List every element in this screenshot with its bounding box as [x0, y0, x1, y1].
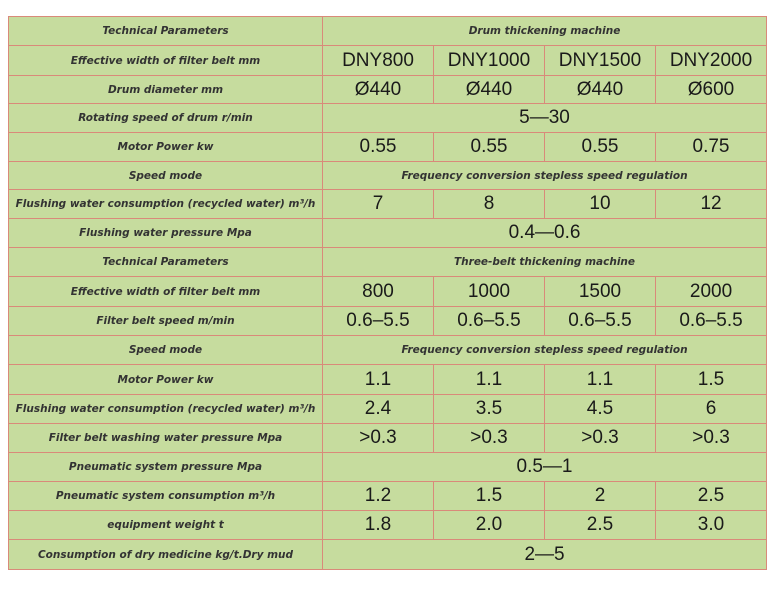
parameter-label: Filter belt speed m/min: [9, 307, 323, 336]
parameter-value: 800: [323, 277, 434, 307]
parameter-value: DNY1000: [434, 46, 545, 76]
parameter-value: 1.8: [323, 511, 434, 540]
parameter-value-range: 2—5: [323, 540, 767, 570]
table-row: [9, 453, 767, 482]
parameter-value: >0.3: [545, 424, 656, 453]
parameter-value: >0.3: [656, 424, 767, 453]
parameter-value: 0.6–5.5: [434, 307, 545, 336]
parameter-label: Filter belt washing water pressure Mpa: [9, 424, 323, 453]
section-header-label: Technical Parameters: [9, 17, 323, 46]
table-row: [9, 395, 767, 424]
table-row: [9, 219, 767, 248]
table-row: [9, 133, 767, 162]
parameter-value: Ø440: [434, 76, 545, 104]
parameter-value: 10: [545, 190, 656, 219]
parameter-value: 0.75: [656, 133, 767, 162]
parameter-value-range: 5—30: [323, 104, 767, 133]
section-header-row: [9, 248, 767, 277]
parameter-value: 2000: [656, 277, 767, 307]
parameter-label: Consumption of dry medicine kg/t.Dry mud: [9, 540, 323, 570]
parameter-value-text: Frequency conversion stepless speed regulation: [323, 336, 767, 365]
parameter-value: DNY2000: [656, 46, 767, 76]
parameter-label: Pneumatic system consumption m³/h: [9, 482, 323, 511]
parameter-value: Ø600: [656, 76, 767, 104]
parameter-value: 0.55: [434, 133, 545, 162]
section-header-title: Three-belt thickening machine: [323, 248, 767, 277]
parameter-label: Motor Power kw: [9, 133, 323, 162]
parameter-value: 1500: [545, 277, 656, 307]
table-row: [9, 104, 767, 133]
parameter-value-text: Frequency conversion stepless speed regulation: [323, 162, 767, 190]
parameter-value-range: 0.4—0.6: [323, 219, 767, 248]
table-row: [9, 190, 767, 219]
parameter-label: Speed mode: [9, 336, 323, 365]
parameter-value: Ø440: [323, 76, 434, 104]
parameter-value: 2.5: [656, 482, 767, 511]
parameter-value: 4.5: [545, 395, 656, 424]
parameter-value: >0.3: [323, 424, 434, 453]
parameter-value: 3.5: [434, 395, 545, 424]
table-row: [9, 365, 767, 395]
parameter-value: DNY800: [323, 46, 434, 76]
parameter-label: Effective width of filter belt mm: [9, 46, 323, 76]
parameter-label: Motor Power kw: [9, 365, 323, 395]
parameter-label: Pneumatic system pressure Mpa: [9, 453, 323, 482]
section-header-label: Technical Parameters: [9, 248, 323, 277]
parameter-label: Flushing water pressure Mpa: [9, 219, 323, 248]
parameter-value: 6: [656, 395, 767, 424]
parameter-value: 2.0: [434, 511, 545, 540]
parameter-value: 2: [545, 482, 656, 511]
table-row: [9, 76, 767, 104]
section-header-row: [9, 17, 767, 46]
parameter-label: Flushing water consumption (recycled water) m³/h: [9, 190, 323, 219]
parameter-label: Rotating speed of drum r/min: [9, 104, 323, 133]
table-row: [9, 307, 767, 336]
parameter-value: >0.3: [434, 424, 545, 453]
parameter-value: 1000: [434, 277, 545, 307]
parameter-value: 2.5: [545, 511, 656, 540]
parameter-value: 7: [323, 190, 434, 219]
table-row: [9, 482, 767, 511]
parameter-value: 1.1: [323, 365, 434, 395]
section-header-title: Drum thickening machine: [323, 17, 767, 46]
parameter-value: 2.4: [323, 395, 434, 424]
parameter-value: 1.5: [656, 365, 767, 395]
parameter-value: 1.1: [545, 365, 656, 395]
parameter-value: 0.55: [545, 133, 656, 162]
table-row: [9, 162, 767, 190]
parameter-value: 1.5: [434, 482, 545, 511]
parameter-value: DNY1500: [545, 46, 656, 76]
parameter-value: 0.6–5.5: [545, 307, 656, 336]
table-row: [9, 46, 767, 76]
parameter-label: Drum diameter mm: [9, 76, 323, 104]
table-row: [9, 540, 767, 570]
technical-parameters-table: [8, 16, 767, 570]
table-row: [9, 336, 767, 365]
parameter-value: 0.55: [323, 133, 434, 162]
table-row: [9, 277, 767, 307]
parameter-value: 12: [656, 190, 767, 219]
parameter-label: Speed mode: [9, 162, 323, 190]
parameter-value: Ø440: [545, 76, 656, 104]
table-row: [9, 424, 767, 453]
parameter-value: 0.6–5.5: [656, 307, 767, 336]
parameter-label: Flushing water consumption (recycled water) m³/h: [9, 395, 323, 424]
parameter-value: 3.0: [656, 511, 767, 540]
parameter-value: 0.6–5.5: [323, 307, 434, 336]
parameter-label: Effective width of filter belt mm: [9, 277, 323, 307]
parameter-label: equipment weight t: [9, 511, 323, 540]
parameter-value: 8: [434, 190, 545, 219]
table-row: [9, 511, 767, 540]
parameter-value: 1.1: [434, 365, 545, 395]
parameter-value: 1.2: [323, 482, 434, 511]
parameter-value-range: 0.5—1: [323, 453, 767, 482]
